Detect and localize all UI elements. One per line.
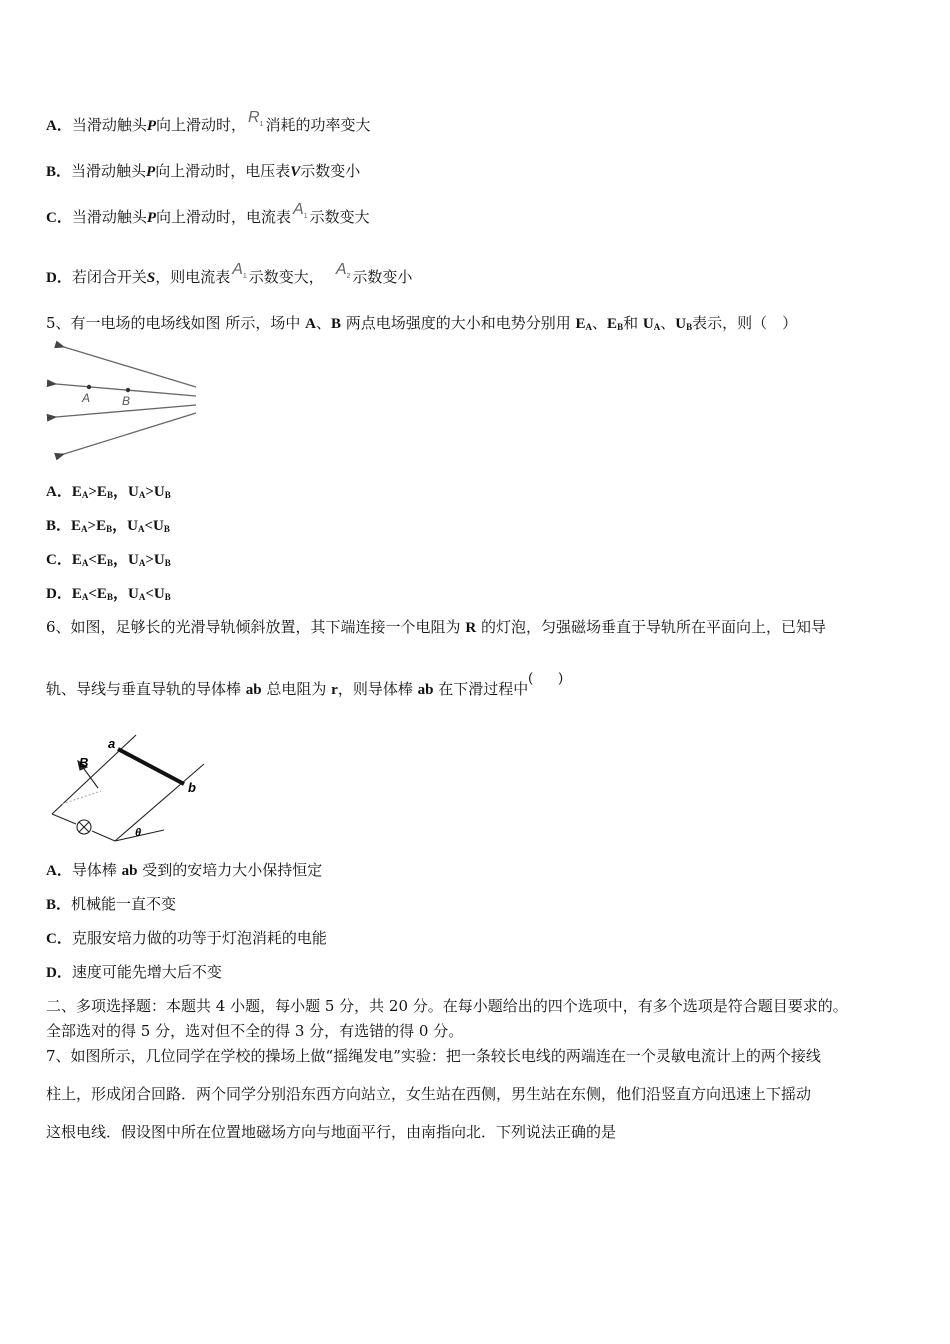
symbol-p: P (146, 210, 157, 226)
text: 、 (660, 314, 676, 332)
subscript: B (164, 558, 171, 568)
point-a (87, 385, 91, 389)
q6-option-a (46, 860, 322, 881)
symbol: A (335, 261, 347, 278)
text: 当滑动触头 (71, 208, 147, 226)
q4-option-a (46, 109, 371, 143)
subscript: B (164, 592, 171, 602)
subscript: 1 (242, 273, 247, 281)
subscript: A (81, 558, 89, 568)
point-b (126, 388, 130, 392)
text: B (330, 316, 341, 332)
text: U (642, 316, 654, 332)
text: 、 (592, 314, 608, 332)
text: E (96, 518, 107, 534)
text: 当滑动触头 (71, 116, 147, 134)
subscript: A (137, 524, 145, 534)
text: E (71, 484, 82, 500)
text: ，则电流表 (155, 268, 231, 286)
subscript: A (138, 490, 146, 500)
subscript: B (617, 322, 624, 332)
label-a: a (108, 736, 116, 751)
subscript: A (653, 322, 661, 332)
text: ab (245, 682, 262, 698)
symbol-p: P (146, 118, 157, 134)
text: 两点电场强度的大小和电势分别用 (340, 314, 576, 332)
relation: > (87, 518, 97, 534)
subscript: B (163, 524, 170, 534)
text: R (465, 620, 477, 636)
text: E (96, 586, 107, 602)
text: E (71, 552, 82, 568)
option-label: C． (46, 552, 72, 568)
text: 受到的安培力大小保持恒定 (137, 861, 323, 879)
text: 向上滑动时，电流表 (156, 208, 292, 226)
text: 示数变大， (248, 268, 324, 286)
subscript: B (106, 490, 113, 500)
q4-option-c (46, 201, 370, 235)
option-label: D． (46, 586, 72, 602)
text: 在下滑过程中 (433, 680, 529, 698)
subscript: B (164, 490, 171, 500)
q6-option-b (46, 894, 176, 915)
text: 总电阻为 (261, 680, 332, 698)
section2-heading-line1: 二、多项选择题：本题共 4 小题，每小题 5 分，共 20 分。在每小题给出的四个选项中，有多个选项是符合题目要求的。 (46, 997, 848, 1015)
q4-option-d (46, 261, 413, 295)
relation: > (145, 552, 154, 568)
label-b: b (188, 780, 196, 795)
symbol-p: P (146, 164, 156, 180)
option-label: B． (46, 164, 72, 180)
electric-field-figure (46, 340, 206, 460)
q4-option-b (46, 161, 360, 182)
symbol-a1 (293, 201, 308, 221)
subscript: B (106, 558, 113, 568)
text: E (96, 484, 107, 500)
q7-line3: 这根电线．假设图中所在位置地磁场方向与地面平行，由南指向北．下列说法正确的是 (46, 1123, 617, 1141)
option-label: A． (46, 118, 72, 134)
q7-line2: 柱上，形成闭合回路．两个同学分别沿东西方向站立，女生站在西侧，男生站在东侧，他们沿竖直方向迅速上下摇动 (46, 1085, 812, 1103)
text: E (96, 552, 107, 568)
text: 示数变小 (352, 268, 413, 286)
q6-stem-line2 (46, 670, 563, 700)
subscript: A (585, 322, 593, 332)
option-label: A． (46, 484, 72, 500)
subscript: A (81, 490, 89, 500)
symbol: R (248, 109, 260, 126)
relation: < (145, 586, 154, 602)
text: 和 (623, 314, 643, 332)
symbol-s: S (146, 270, 156, 286)
text: U (127, 586, 139, 602)
symbol-a1 (232, 261, 247, 281)
text: 表示，则（ ） (692, 314, 798, 332)
subscript: A (138, 592, 146, 602)
text: ab (121, 863, 138, 879)
text: E (71, 586, 82, 602)
symbol-v: V (290, 164, 301, 180)
text: 的灯泡，匀强磁场垂直于导轨所在平面向上，已知导 (476, 618, 826, 636)
text: U (153, 518, 164, 534)
relation: > (88, 484, 97, 500)
text: 速度可能先增大后不变 (71, 963, 222, 981)
label-theta: θ (135, 827, 142, 839)
subscript: 1 (303, 213, 308, 221)
text: 克服安培力做的功等于灯泡消耗的电能 (71, 929, 327, 947)
subscript: A (81, 592, 89, 602)
text: 消耗的功率变大 (265, 116, 371, 134)
option-label: B． (46, 897, 72, 913)
subscript: 1 (259, 121, 264, 129)
section2-heading-line2: 全部选对的得 5 分，选对但不全的得 3 分，有选错的得 0 分。 (46, 1022, 464, 1040)
q6-stem-line1 (46, 617, 826, 638)
text: 机械能一直不变 (71, 895, 177, 913)
point-a-label: A (82, 391, 91, 405)
subscript: 2 (346, 273, 351, 281)
option-label: B． (46, 518, 72, 534)
subscript: B (106, 592, 113, 602)
wire (92, 831, 115, 841)
q6-option-d (46, 962, 222, 983)
text: A (305, 316, 316, 332)
text: 、 (315, 314, 331, 332)
text: 6、如图，足够长的光滑导轨倾斜放置，其下端连接一个电阻为 (46, 618, 466, 636)
wire (52, 814, 76, 824)
rail (115, 764, 204, 841)
text: r (331, 682, 338, 698)
dashed-line (62, 791, 101, 804)
subscript: B (106, 524, 113, 534)
text: 向上滑动时，电压表 (155, 162, 291, 180)
q5-option-a: A．$E_A>E_B$，$U_A>U_B$ (46, 484, 171, 500)
q7-line1: 7、如图所示，几位同学在学校的操场上做“摇绳发电”实验：把一条较长电线的两端连在一个灵敏电流计上的两个接线 (46, 1047, 821, 1065)
subscript: B (686, 322, 693, 332)
rail (52, 735, 136, 814)
conductor-rod-ab (118, 749, 184, 784)
text: 若闭合开关 (71, 268, 147, 286)
field-line (64, 347, 196, 387)
option-label: C． (46, 210, 72, 226)
symbol-r1 (248, 109, 264, 129)
text: E (575, 316, 586, 332)
symbol: A (293, 201, 304, 218)
relation: < (144, 518, 154, 534)
text: 导体棒 (71, 861, 122, 879)
text: 轨、导线与垂直导轨的导体棒 (46, 680, 246, 698)
text: U (127, 484, 139, 500)
text: 向上滑动时， (156, 116, 247, 134)
inclined-rails-figure (46, 730, 216, 850)
text: 示数变小 (300, 162, 361, 180)
text: U (675, 316, 687, 332)
label-b-field: B (79, 755, 89, 770)
text: U (127, 552, 139, 568)
text: E (607, 316, 618, 332)
point-b-label: B (122, 394, 131, 408)
answer-paren: ( ) (528, 670, 563, 685)
text: U (127, 518, 138, 534)
text: 当滑动触头 (71, 162, 147, 180)
text: U (153, 484, 165, 500)
text: ，则导体棒 (337, 680, 418, 698)
relation: < (88, 552, 97, 568)
option-label: C． (46, 931, 72, 947)
q5-option-d: D．$E_A<E_B$，$U_A<U_B$ (46, 586, 171, 602)
q5-option-c: C．$E_A<E_B$，$U_A>U_B$ (46, 552, 171, 568)
text: 5、有一电场的电场线如图 所示，场中 (46, 314, 306, 332)
option-label: A． (46, 863, 72, 879)
q5-option-b: B．$E_A>E_B$，$U_A<U_B$ (46, 518, 170, 534)
q6-option-c (46, 928, 327, 949)
symbol-a2 (335, 261, 351, 281)
text: U (153, 586, 165, 602)
q5-stem (46, 313, 797, 337)
symbol: A (232, 261, 243, 278)
subscript: A (138, 558, 146, 568)
relation: < (88, 586, 97, 602)
field-line (64, 413, 196, 454)
text: U (153, 552, 165, 568)
relation: > (145, 484, 154, 500)
subscript: A (81, 524, 88, 534)
text: ab (417, 682, 434, 698)
text: 示数变大 (309, 208, 370, 226)
text: E (71, 518, 82, 534)
option-label: D． (46, 270, 72, 286)
option-label: D． (46, 965, 72, 981)
